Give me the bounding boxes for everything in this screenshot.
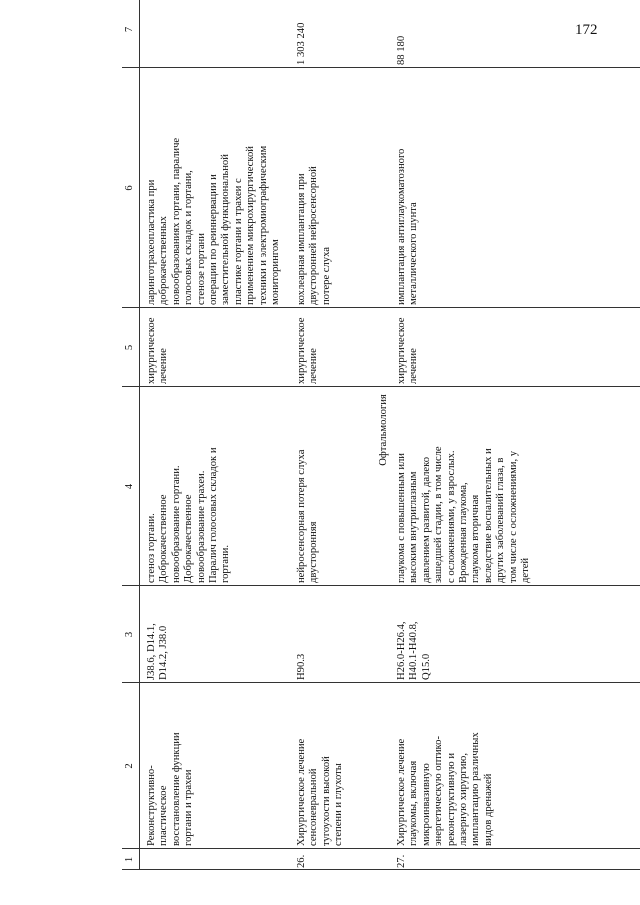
procedure-name: Реконструктивно- пластическое восстановление функции гортани и трахеи (146, 732, 195, 846)
treatment-method: имплантация антиглаукоматозного металлического шунта (396, 148, 420, 305)
col-number-3: 3 (124, 631, 135, 638)
patient-model: стеноз гортани. Доброкачественное новообразование гортани. Доброкачественное новообразование трахеи. Паралич голосовых складок и гортани. (146, 447, 232, 583)
treatment-type: хирургическое лечение (396, 317, 420, 384)
rotated-table (122, 0, 640, 870)
cost-value: 88 180 (396, 35, 407, 65)
treatment-method: кохлеарная имплантация при двусторонней нейросенсорной потере слуха (296, 166, 332, 305)
header-border (139, 0, 140, 870)
patient-model: глаукома с повышенным или высоким внутриглазным давлением развитой, далеко зашедшей стадии, в том числе с осложнениями, у взрослых. Врожденная глаукома, глаукома вторичная вследствие воспалительных и других заболеваний глаза, в том числе с осложнениями, у детей (396, 446, 532, 583)
col-number-7: 7 (124, 26, 135, 33)
treatment-method: ларинготрахеопластика при доброкачественных новообразованиях гортани, параличе голосовых складок и гортани, стенозе гортани операции по реиннервации и заместительной функциональной пластике гортани и трахеи с применением микрохирургической техники и электромиографическим мониторингом (146, 137, 282, 305)
section-title: Офтальмология (378, 394, 389, 466)
patient-model: нейросенсорная потеря слуха двусторонняя (296, 449, 320, 583)
treatment-type: хирургическое лечение (146, 317, 170, 384)
procedure-name: Хирургическое лечение глаукомы, включая микроинвазивную энергетическую оптико- реконструктивную и лазерную хирургию, имплантацию различных видов дренажей (396, 732, 494, 846)
col-number-2: 2 (124, 763, 135, 769)
procedure-name: Хирургическое лечение сенсоневральной тугоухости высокой степени и глухоты (296, 738, 345, 846)
col-number-1: 1 (124, 856, 135, 863)
cost-value: 1 303 240 (296, 22, 307, 65)
row-number: 27. (396, 854, 407, 868)
col-number-6: 6 (124, 185, 135, 191)
icd-codes: J38.6, D14.1, D14.2, J38.0 (146, 623, 170, 680)
col-number-4: 4 (124, 483, 135, 490)
icd-codes: H90.3 (296, 653, 307, 680)
page-number: 172 (575, 22, 598, 38)
treatment-type: хирургическое лечение (296, 317, 320, 384)
col-number-5: 5 (124, 344, 135, 351)
row-number: 26. (296, 854, 307, 868)
icd-codes: H26.0-H26.4, H40.1-H40.8, Q15.0 (396, 621, 432, 680)
